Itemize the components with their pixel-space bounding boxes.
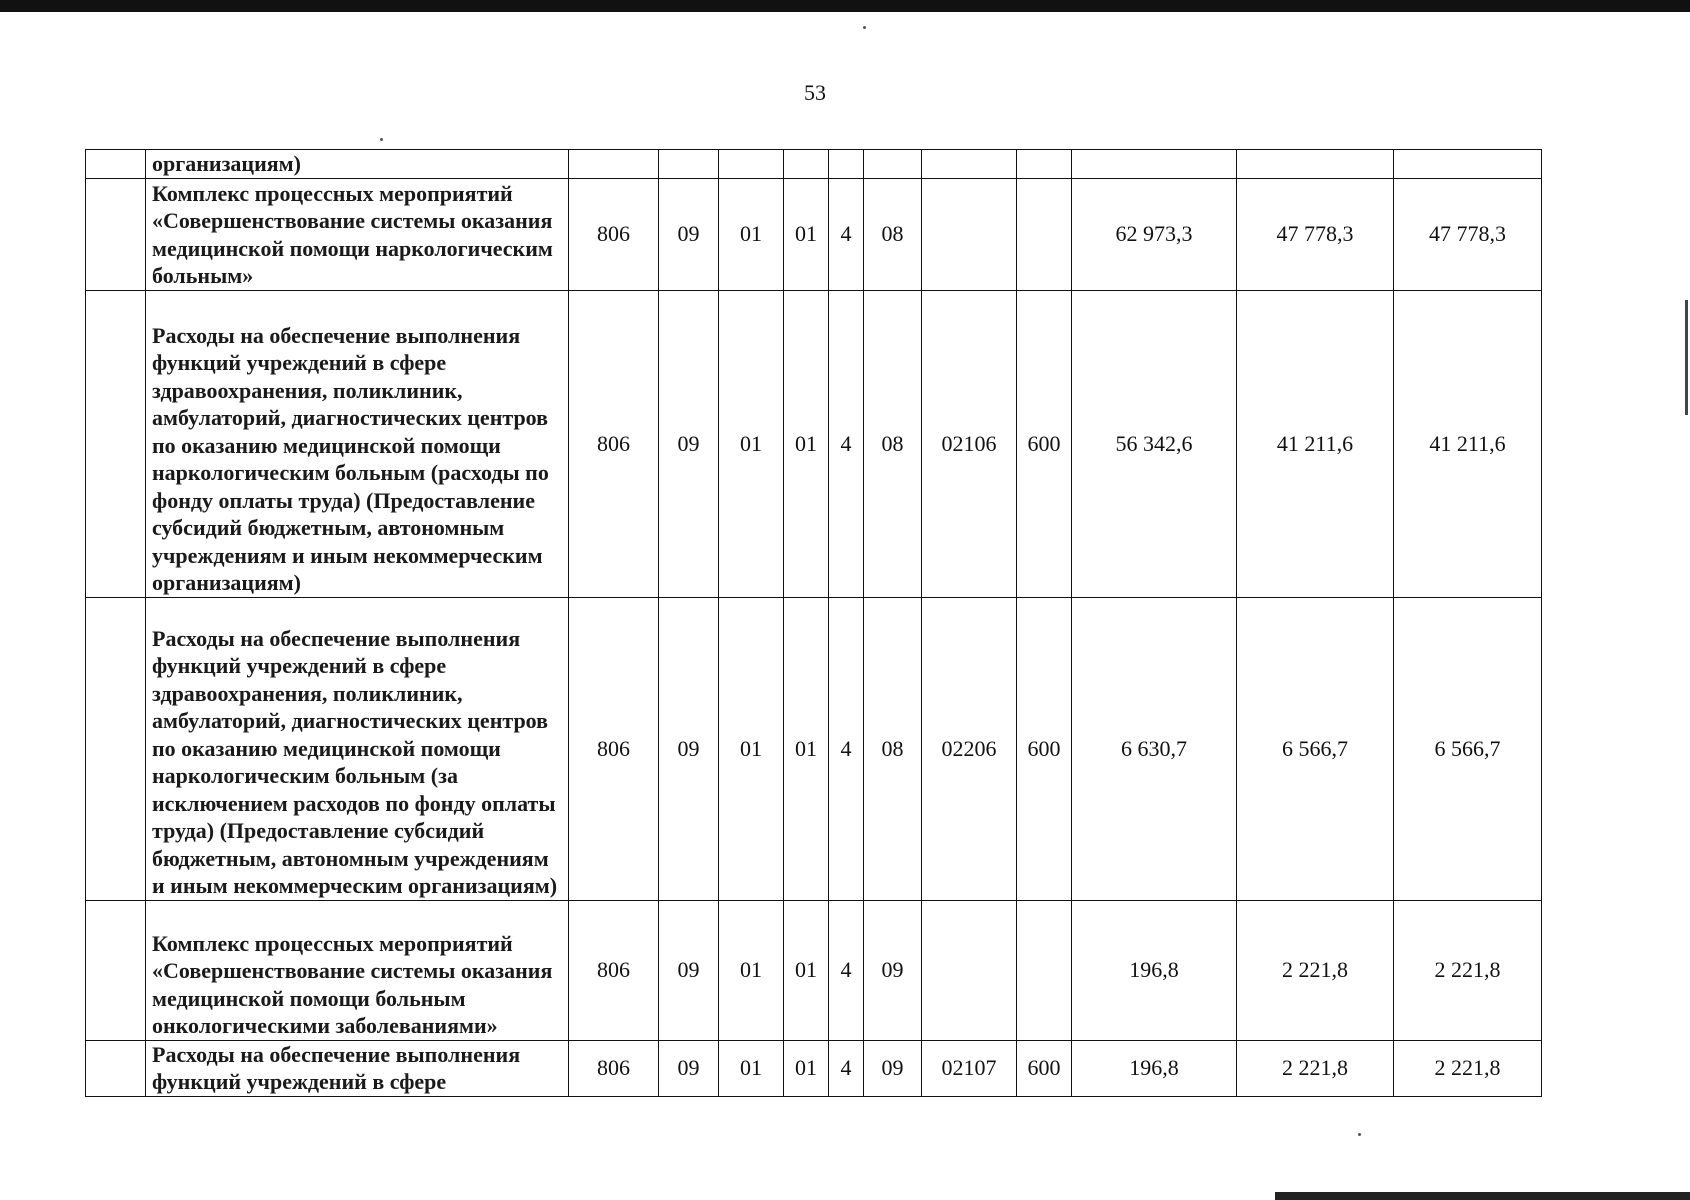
code-complex-cell: 09 [864, 1040, 922, 1096]
table-row [86, 1040, 1542, 1096]
code-section-cell: 09 [659, 290, 719, 597]
amount-year-2-cell: 2 221,8 [1237, 1040, 1394, 1096]
code-complex-cell [864, 150, 922, 179]
code-direction-cell [922, 900, 1017, 1040]
code-subsection-cell: 01 [719, 597, 784, 900]
code-type-cell: 4 [829, 900, 864, 1040]
amount-year-1-cell: 56 342,6 [1072, 290, 1237, 597]
code-complex-cell: 08 [864, 597, 922, 900]
code-expense-type-cell: 600 [1017, 290, 1072, 597]
code-section-cell: 09 [659, 1040, 719, 1096]
amount-year-2-cell: 47 778,3 [1237, 178, 1394, 290]
code-expense-type-cell [1017, 900, 1072, 1040]
row-number-cell [86, 178, 146, 290]
scan-top-border [0, 0, 1690, 12]
code-subsection-cell [719, 150, 784, 179]
code-subsection-cell: 01 [719, 900, 784, 1040]
amount-year-3-cell: 6 566,7 [1394, 597, 1542, 900]
code-direction-cell [922, 178, 1017, 290]
description-cell: Расходы на обеспечение выполнения функций учреждений в сфере здравоохранения, поликлиник, амбулаторий, диагностических центров по оказанию медицинской помощи наркологическим больным (расходы по фонду оплаты труда) (Предоставление субсидий бюджетным, автономным учреждениям и иным некоммерческим организациям) [146, 290, 569, 597]
code-ministry-cell: 806 [569, 178, 659, 290]
description-cell: Комплекс процессных мероприятий «Совершенствование системы оказания медицинской помощи больным онкологическими заболеваниями» [146, 900, 569, 1040]
code-direction-cell [922, 150, 1017, 179]
code-type-cell [829, 150, 864, 179]
code-expense-type-cell [1017, 178, 1072, 290]
amount-year-3-cell: 2 221,8 [1394, 900, 1542, 1040]
amount-year-3-cell: 41 211,6 [1394, 290, 1542, 597]
code-complex-cell: 08 [864, 178, 922, 290]
amount-year-1-cell: 196,8 [1072, 1040, 1237, 1096]
amount-year-3-cell: 47 778,3 [1394, 178, 1542, 290]
code-section-cell [659, 150, 719, 179]
row-number-cell [86, 290, 146, 597]
code-expense-type-cell: 600 [1017, 597, 1072, 900]
amount-year-3-cell: 2 221,8 [1394, 1040, 1542, 1096]
table-row [86, 150, 1542, 179]
code-direction-cell: 02206 [922, 597, 1017, 900]
code-program-cell: 01 [784, 900, 829, 1040]
code-subsection-cell: 01 [719, 290, 784, 597]
code-expense-type-cell: 600 [1017, 1040, 1072, 1096]
code-section-cell: 09 [659, 178, 719, 290]
description-cell: Расходы на обеспечение выполнения функций учреждений в сфере здравоохранения, поликлиник, амбулаторий, диагностических центров по оказанию медицинской помощи наркологическим больным (за исключением расходов по фонду оплаты труда) (Предоставление субсидий бюджетным, автономным учреждениям и иным некоммерческим организациям) [146, 597, 569, 900]
description-cell: Комплекс процессных мероприятий «Совершенствование системы оказания медицинской помощи наркологическим больным» [146, 178, 569, 290]
description-cell: организациям) [146, 150, 569, 179]
code-program-cell: 01 [784, 290, 829, 597]
row-number-cell [86, 597, 146, 900]
code-section-cell: 09 [659, 900, 719, 1040]
code-subsection-cell: 01 [719, 178, 784, 290]
code-program-cell: 01 [784, 597, 829, 900]
code-type-cell: 4 [829, 597, 864, 900]
code-ministry-cell: 806 [569, 1040, 659, 1096]
scan-speck [1358, 1133, 1361, 1136]
table-row [86, 290, 1542, 597]
table-row [86, 178, 1542, 290]
row-number-cell [86, 150, 146, 179]
code-type-cell: 4 [829, 1040, 864, 1096]
table-row [86, 597, 1542, 900]
row-number-cell [86, 900, 146, 1040]
scan-speck [380, 138, 383, 141]
code-type-cell: 4 [829, 178, 864, 290]
amount-year-2-cell: 2 221,8 [1237, 900, 1394, 1040]
code-ministry-cell: 806 [569, 597, 659, 900]
code-type-cell: 4 [829, 290, 864, 597]
table-row [86, 900, 1542, 1040]
scan-speck [863, 26, 866, 29]
code-ministry-cell: 806 [569, 900, 659, 1040]
code-subsection-cell: 01 [719, 1040, 784, 1096]
code-direction-cell: 02106 [922, 290, 1017, 597]
amount-year-1-cell: 62 973,3 [1072, 178, 1237, 290]
row-number-cell [86, 1040, 146, 1096]
code-program-cell: 01 [784, 1040, 829, 1096]
code-program-cell: 01 [784, 178, 829, 290]
code-expense-type-cell [1017, 150, 1072, 179]
amount-year-2-cell [1237, 150, 1394, 179]
budget-table [85, 149, 1542, 1097]
code-complex-cell: 08 [864, 290, 922, 597]
amount-year-1-cell [1072, 150, 1237, 179]
scan-edge-mark [1685, 300, 1688, 415]
amount-year-1-cell: 6 630,7 [1072, 597, 1237, 900]
amount-year-1-cell: 196,8 [1072, 900, 1237, 1040]
amount-year-3-cell [1394, 150, 1542, 179]
amount-year-2-cell: 41 211,6 [1237, 290, 1394, 597]
amount-year-2-cell: 6 566,7 [1237, 597, 1394, 900]
code-ministry-cell: 806 [569, 290, 659, 597]
code-direction-cell: 02107 [922, 1040, 1017, 1096]
scan-bottom-border [1275, 1192, 1690, 1200]
code-ministry-cell [569, 150, 659, 179]
page-number: 53 [804, 80, 826, 105]
code-complex-cell: 09 [864, 900, 922, 1040]
code-program-cell [784, 150, 829, 179]
code-section-cell: 09 [659, 597, 719, 900]
table-body [86, 150, 1542, 1097]
description-cell: Расходы на обеспечение выполнения функций учреждений в сфере [146, 1040, 569, 1096]
